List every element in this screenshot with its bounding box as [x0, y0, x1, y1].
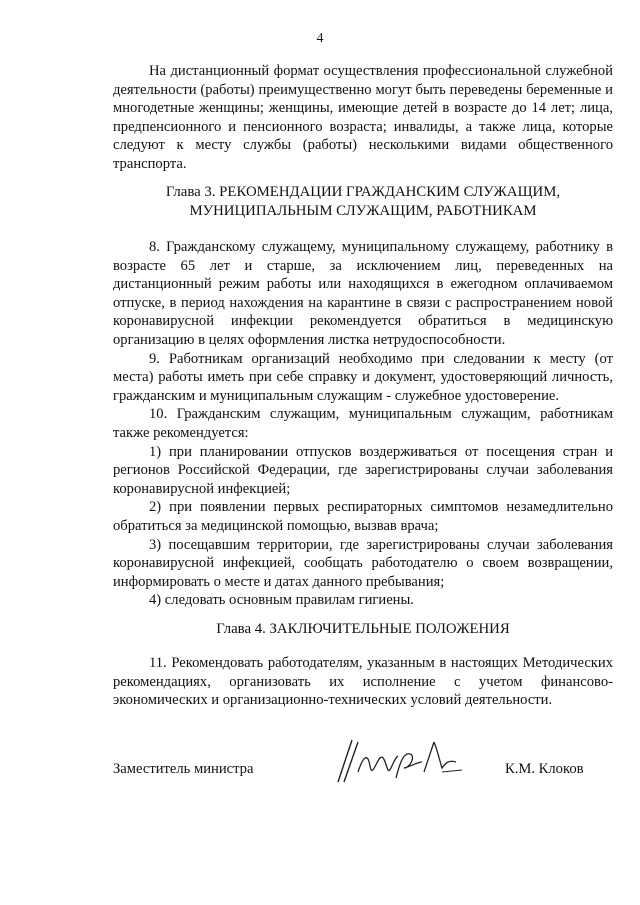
chapter4-heading: Глава 4. ЗАКЛЮЧИТЕЛЬНЫЕ ПОЛОЖЕНИЯ [216, 621, 510, 637]
chapter3-heading [100, 183, 626, 221]
list-item-4: 4) следовать основным правилам гигиены. [149, 592, 414, 609]
list-item-2: 2) при появлении первых респираторных симптомов незамедлительно обратиться за медицинской помощью, вызвав врача; [113, 499, 613, 534]
chapter3-body [113, 238, 613, 610]
list-item-3: 3) посещавшим территории, где зарегистрированы случаи заболевания коронавирусной инфекцией, сообщать работодателю о своем возвращении, информировать о месте и датах данного пребывания; [113, 536, 613, 590]
chapter3-heading-line2: МУНИЦИПАЛЬНЫМ СЛУЖАЩИМ, РАБОТНИКАМ [189, 203, 537, 219]
signatory-name: К.М. Клоков [505, 761, 584, 777]
paragraph-8: 8. Гражданскому служащему, муниципальному служащему, работнику в возрасте 65 лет и старше, за исключением лиц, переведенных на дистанционный режим работы или находящихся в ежегодном оплачиваемом отпуске, в период нахождения на карантине в связи с распространением новой коронавирусной инфекции рекомендуется обратиться в медицинскую организацию в целях оформления листка нетрудоспособности. [113, 239, 613, 348]
paragraph-10: 10. Гражданским служащим, муниципальным служащим, работникам также рекомендуется: [113, 406, 613, 441]
paragraph-11: 11. Рекомендовать работодателям, указанным в настоящих Методических рекомендациях, организовать их исполнение с учетом финансово-экономических и организационно-технических условий деятельности. [113, 655, 613, 709]
intro-section [113, 62, 613, 174]
chapter4-body [113, 654, 613, 710]
intro-paragraph: На дистанционный формат осуществления профессиональной служебной деятельности (работы) преимущественно могут быть переведены беременные и многодетные женщины; женщины, имеющие детей в возрасте до 14 лет; лица, предпенсионного и пенсионного возраста; инвалиды, а также лица, которые следуют к месту службы (работы) несколькими видами общественного транспорта. [113, 63, 613, 172]
page-number: 4 [316, 31, 324, 46]
paragraph-9: 9. Работникам организаций необходимо при следовании к месту (от места) работы иметь при себе справку и документ, удостоверяющий личность, гражданским и муниципальным служащим - служебное удостоверение. [113, 350, 613, 404]
signatory-title: Заместитель министра [113, 761, 254, 777]
chapter3-heading-line1: Глава 3. РЕКОМЕНДАЦИИ ГРАЖДАНСКИМ СЛУЖАЩИМ, [165, 184, 561, 200]
list-item-1: 1) при планировании отпусков воздерживаться от посещения стран и регионов Российской Федерации, где зарегистрированы случаи заболевания коронавирусной инфекцией; [113, 443, 613, 497]
handwritten-signature [330, 732, 470, 788]
